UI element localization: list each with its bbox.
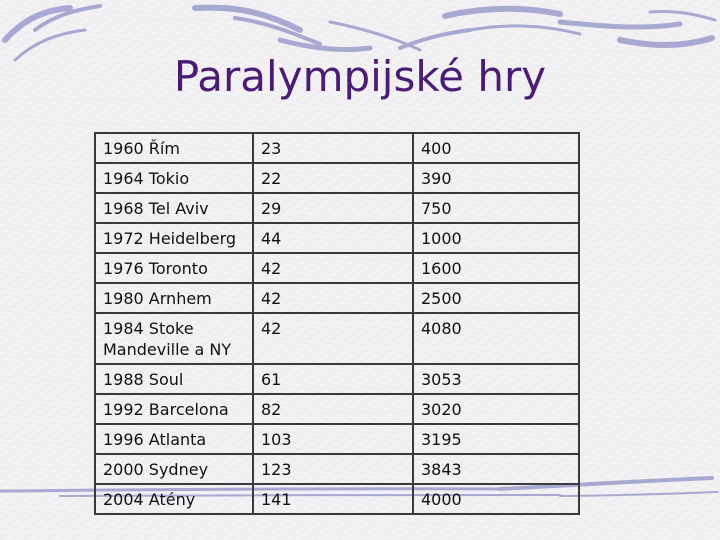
table-row [95,253,579,283]
slide-title: Paralympijské hry [173,52,547,101]
value-cell: 123 [253,454,413,484]
value-cell: 42 [253,313,413,364]
value-cell: 390 [413,163,579,193]
value-cell: 1600 [413,253,579,283]
year-city-cell: 1960 Řím [95,133,253,163]
value-cell: 44 [253,223,413,253]
table-row [95,424,579,454]
table-row [95,193,579,223]
year-city-cell: 1964 Tokio [95,163,253,193]
table-row [95,223,579,253]
value-cell: 22 [253,163,413,193]
year-city-cell: 2004 Atény [95,484,253,514]
value-cell: 141 [253,484,413,514]
value-cell: 2500 [413,283,579,313]
value-cell: 400 [413,133,579,163]
value-cell: 3195 [413,424,579,454]
year-city-cell: 1980 Arnhem [95,283,253,313]
table-row [95,454,579,484]
table-row [95,364,579,394]
value-cell: 23 [253,133,413,163]
value-cell: 3020 [413,394,579,424]
year-city-cell: 1972 Heidelberg [95,223,253,253]
table-row [95,163,579,193]
year-city-cell: 1996 Atlanta [95,424,253,454]
value-cell: 42 [253,283,413,313]
value-cell: 29 [253,193,413,223]
paralympics-table [94,132,580,515]
value-cell: 4080 [413,313,579,364]
year-city-cell: 1976 Toronto [95,253,253,283]
year-city-cell: 1984 Stoke Mandeville a NY [95,313,253,364]
value-cell: 4000 [413,484,579,514]
value-cell: 103 [253,424,413,454]
value-cell: 750 [413,193,579,223]
value-cell: 1000 [413,223,579,253]
value-cell: 42 [253,253,413,283]
table-row [95,484,579,514]
year-city-cell: 1968 Tel Aviv [95,193,253,223]
value-cell: 3053 [413,364,579,394]
year-city-cell: 2000 Sydney [95,454,253,484]
value-cell: 82 [253,394,413,424]
year-city-cell: 1988 Soul [95,364,253,394]
year-city-cell: 1992 Barcelona [95,394,253,424]
value-cell: 61 [253,364,413,394]
table-row [95,394,579,424]
table-row [95,133,579,163]
value-cell: 3843 [413,454,579,484]
table-row [95,283,579,313]
table-row [95,313,579,364]
